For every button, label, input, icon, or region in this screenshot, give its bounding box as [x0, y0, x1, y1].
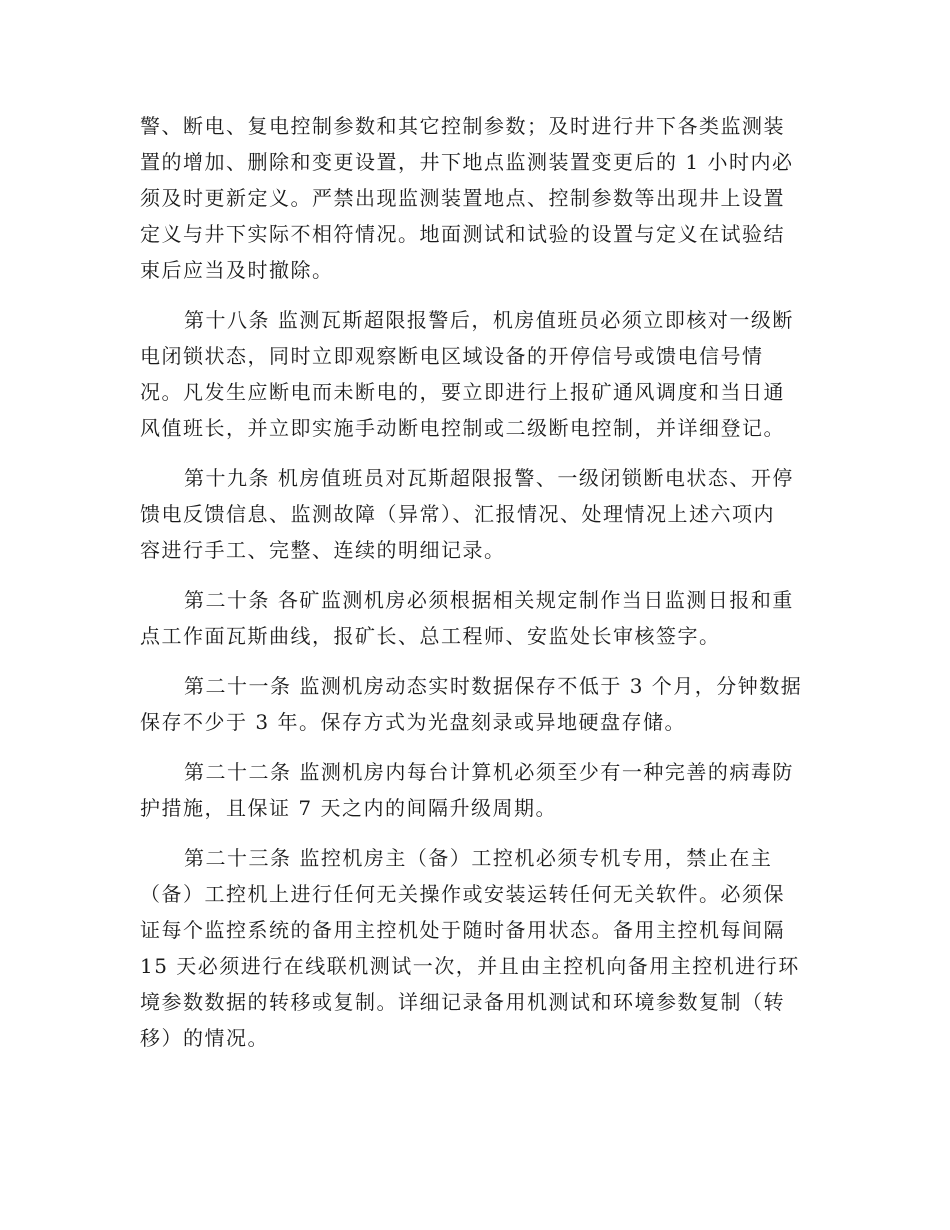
article-21	[140, 668, 812, 740]
text-line: 定义与井下实际不相符情况。地面测试和试验的设置与定义在试验结	[140, 222, 785, 246]
text-line: 第二十一条 监测机房动态实时数据保存不低于 3 个月，分钟数据	[184, 674, 803, 698]
text-line: 第十九条 机房值班员对瓦斯超限报警、一级闭锁断电状态、开停	[184, 466, 794, 490]
text-line: 警、断电、复电控制参数和其它控制参数；及时进行井下各类监测装	[140, 114, 785, 138]
document-body	[140, 108, 812, 1056]
text-line: 15 天必须进行在线联机测试一次，并且由主控机向备用主控机进行环	[140, 954, 800, 978]
article-19	[140, 460, 812, 568]
article-22	[140, 754, 812, 826]
text-line: 证每个监控系统的备用主控机处于随时备用状态。备用主控机每间隔	[140, 918, 785, 942]
article-23	[140, 840, 812, 1056]
text-line: 护措施，且保证 7 天之内的间隔升级周期。	[140, 796, 557, 820]
text-line: 风值班长，并立即实施手动断电控制或二级断电控制，并详细登记。	[140, 416, 785, 440]
text-line: 点工作面瓦斯曲线，报矿长、总工程师、安监处长审核签字。	[140, 624, 721, 648]
text-line: 移）的情况。	[140, 1026, 269, 1050]
text-line: 第十八条 监测瓦斯超限报警后，机房值班员必须立即核对一级断	[184, 308, 794, 332]
text-line: 第二十条 各矿监测机房必须根据相关规定制作当日监测日报和重	[184, 588, 794, 612]
text-line: 电闭锁状态，同时立即观察断电区域设备的开停信号或馈电信号情	[140, 344, 764, 368]
article-18	[140, 302, 812, 446]
text-line: 保存不少于 3 年。保存方式为光盘刻录或异地硬盘存储。	[140, 710, 686, 734]
text-line: 束后应当及时撤除。	[140, 258, 334, 282]
text-line: 况。凡发生应断电而未断电的，要立即进行上报矿通风调度和当日通	[140, 380, 785, 404]
text-line: 容进行手工、完整、连续的明细记录。	[140, 538, 506, 562]
text-line: 第二十二条 监测机房内每台计算机必须至少有一种完善的病毒防	[184, 760, 794, 784]
text-line: （备）工控机上进行任何无关操作或安装运转任何无关软件。必须保	[140, 882, 785, 906]
text-line: 须及时更新定义。严禁出现监测装置地点、控制参数等出现井上设置	[140, 186, 785, 210]
paragraph-continued	[140, 108, 812, 288]
text-line: 境参数数据的转移或复制。详细记录备用机测试和环境参数复制（转	[140, 990, 785, 1014]
text-line: 第二十三条 监控机房主（备）工控机必须专机专用，禁止在主	[184, 846, 773, 870]
article-20	[140, 582, 812, 654]
text-line: 置的增加、删除和变更设置，井下地点监测装置变更后的 1 小时内必	[140, 150, 794, 174]
text-line: 馈电反馈信息、监测故障（异常）、汇报情况、处理情况上述六项内	[140, 502, 775, 526]
